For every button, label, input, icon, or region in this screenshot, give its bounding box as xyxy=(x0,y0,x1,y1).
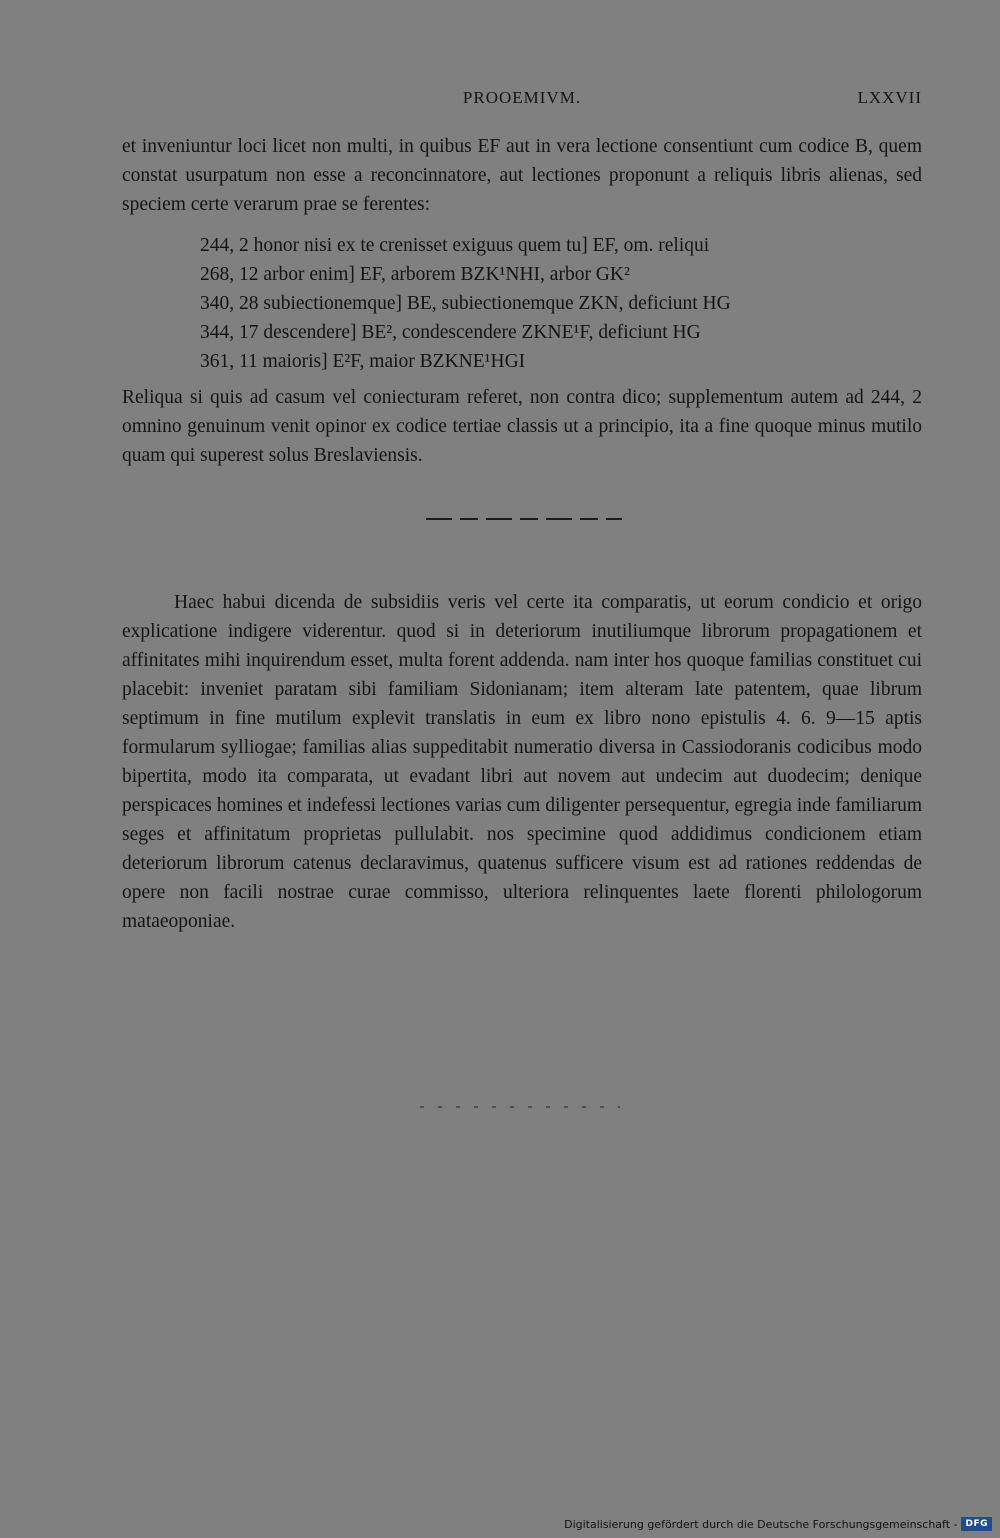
paragraph-1: et inveniuntur loci licet non multi, in quibus EF aut in vera lectione consentiunt cum codice B, quem constat usurpatum non esse a reconcinnatore, aut lectiones proponunt a reliquis libris alienas, sed speciem certe verarum prae se ferentes: xyxy=(122,136,922,215)
end-divider xyxy=(420,1106,620,1108)
running-head xyxy=(122,88,922,114)
citation-line: 244, 2 honor nisi ex te crenisset exiguus quem tu] EF, om. reliqui xyxy=(200,235,710,256)
digitization-footer xyxy=(564,1514,992,1534)
page-number: LXXVII xyxy=(857,88,922,107)
citation-line: 361, 11 maioris] E²F, maior BZKNE¹HGI xyxy=(200,351,526,372)
citation-list xyxy=(200,231,900,376)
citation-line: 344, 17 descendere] BE², condescendere ZKNE¹F, deficiunt HG xyxy=(200,322,701,343)
citation-line: 340, 28 subiectionemque] BE, subiectionemque ZKN, deficiunt HG xyxy=(200,293,731,314)
paragraph-3: Haec habui dicenda de subsidiis veris vel certe ita comparatis, ut eorum condicio et origo explicatione indigere viderentur. quod si in deteriorum inutiliumque librorum propagationem et affinitates mihi inquirendum esset, multa forent addenda. nam inter hos quoque familias constituet cui placebit: inveniet paratam sibi familiam Sidonianam; item alteram late patentem, quae librum septimum in fine mutilum explevit translatis in eum ex libro nono epistulis 4. 6. 9—15 aptis formularum sylliogae; familias alias suppeditabit numeratio diversa in Cassiodoranis codicibus modo bipertita, modo ita comparata, ut evadant libri aut novem aut undecim aut duodecim; denique perspicaces homines et indefessi lectiones varias cum diligenter persequentur, egregia inde familiarum seges et affinitatum proprietas pullulabit. nos specimine quod addidimus condicionem etiam deteriorum librorum catenus declaravimus, quatenus sufficere visum est ad rationes reddendas de opere non facili nostrae curae commisso, ulteriora relinquentes laete florenti philologorum mataeoponiae. xyxy=(122,592,922,932)
section-divider xyxy=(426,518,622,520)
page-header-title: PROOEMIVM. xyxy=(462,88,582,107)
dfg-logo-icon: DFG xyxy=(961,1517,992,1531)
paragraph-2: Reliqua si quis ad casum vel coniecturam referet, non contra dico; supplementum autem ad 244, 2 omnino genuinum venit opinor ex codice tertiae classis ut a principio, ita a fine quoque minus mutilo quam qui superest solus Breslaviensis. xyxy=(122,387,922,466)
footer-credit-text: Digitalisierung gefördert durch die Deutsche Forschungsgemeinschaft - xyxy=(564,1517,958,1531)
citation-line: 268, 12 arbor enim] EF, arborem BZK¹NHI, arbor GK² xyxy=(200,264,630,285)
